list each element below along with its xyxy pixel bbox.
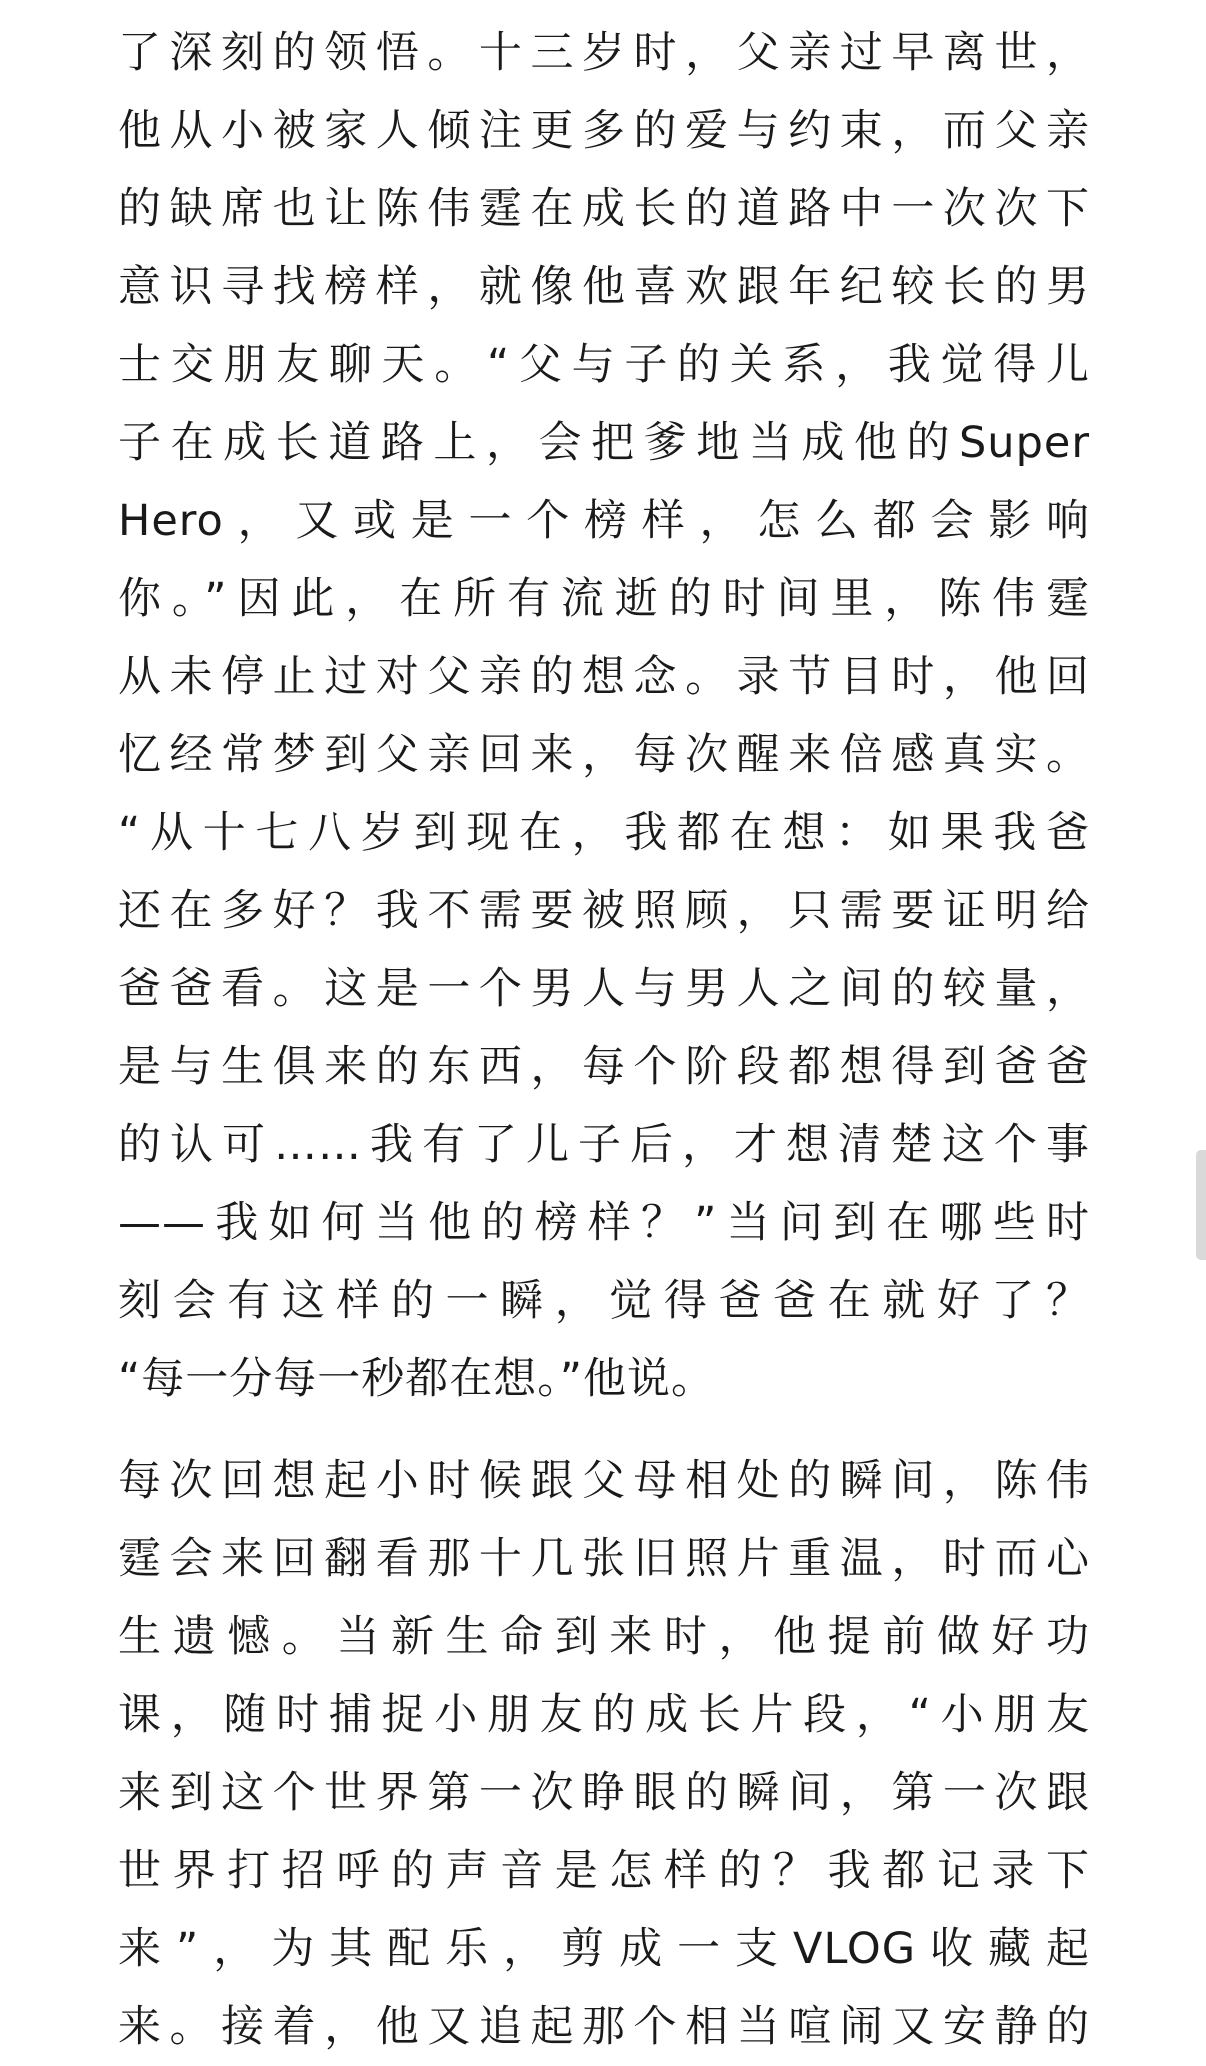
text-line: 刻会有这样的一瞬，觉得爸爸在就好了？	[118, 1276, 1090, 1326]
text-line: 士交朋友聊天。“父与子的关系，我觉得儿	[118, 340, 1090, 390]
paragraph-2	[118, 1442, 1090, 2066]
text-line: 是与生俱来的东西，每个阶段都想得到爸爸	[118, 1042, 1090, 1092]
text-line: 生遗憾。当新生命到来时，他提前做好功	[118, 1612, 1090, 1662]
text-line: 爸爸看。这是一个男人与男人之间的较量，	[118, 964, 1090, 1014]
text-line: 来”，为其配乐，剪成一支VLOG收藏起	[118, 1924, 1090, 1974]
text-line: “从十七八岁到现在，我都在想：如果我爸	[118, 808, 1090, 858]
paragraph-1	[118, 14, 1090, 1418]
text-line: 的认可……我有了儿子后，才想清楚这个事	[118, 1120, 1090, 1170]
text-line: 来到这个世界第一次睁眼的瞬间，第一次跟	[118, 1768, 1090, 1818]
text-line: “每一分每一秒都在想。”他说。	[118, 1354, 716, 1404]
text-line: 课，随时捕捉小朋友的成长片段，“小朋友	[118, 1690, 1090, 1740]
text-line: 来。接着，他又追起那个相当喧闹又安静的	[118, 2002, 1090, 2052]
text-line: 意识寻找榜样，就像他喜欢跟年纪较长的男	[118, 262, 1090, 312]
text-line: 子在成长道路上，会把爹地当成他的Super	[118, 418, 1090, 468]
text-line: 了深刻的领悟。十三岁时，父亲过早离世，	[118, 28, 1090, 78]
text-line: 他从小被家人倾注更多的爱与约束，而父亲	[118, 106, 1090, 156]
text-line: ——我如何当他的榜样？”当问到在哪些时	[118, 1198, 1090, 1248]
text-line: 从未停止过对父亲的想念。录节目时，他回	[118, 652, 1090, 702]
text-line: Hero，又或是一个榜样，怎么都会影响	[118, 496, 1090, 546]
text-line: 霆会来回翻看那十几张旧照片重温，时而心	[118, 1534, 1090, 1584]
text-line: 你。”因此，在所有流逝的时间里，陈伟霆	[118, 574, 1090, 624]
text-line: 世界打招呼的声音是怎样的？我都记录下	[118, 1846, 1090, 1896]
text-line: 每次回想起小时候跟父母相处的瞬间，陈伟	[118, 1456, 1090, 1506]
text-line: 的缺席也让陈伟霆在成长的道路中一次次下	[118, 184, 1090, 234]
scrollbar-thumb[interactable]	[1196, 1150, 1206, 1260]
text-line: 还在多好？我不需要被照顾，只需要证明给	[118, 886, 1090, 936]
text-line: 忆经常梦到父亲回来，每次醒来倍感真实。	[118, 730, 1090, 780]
